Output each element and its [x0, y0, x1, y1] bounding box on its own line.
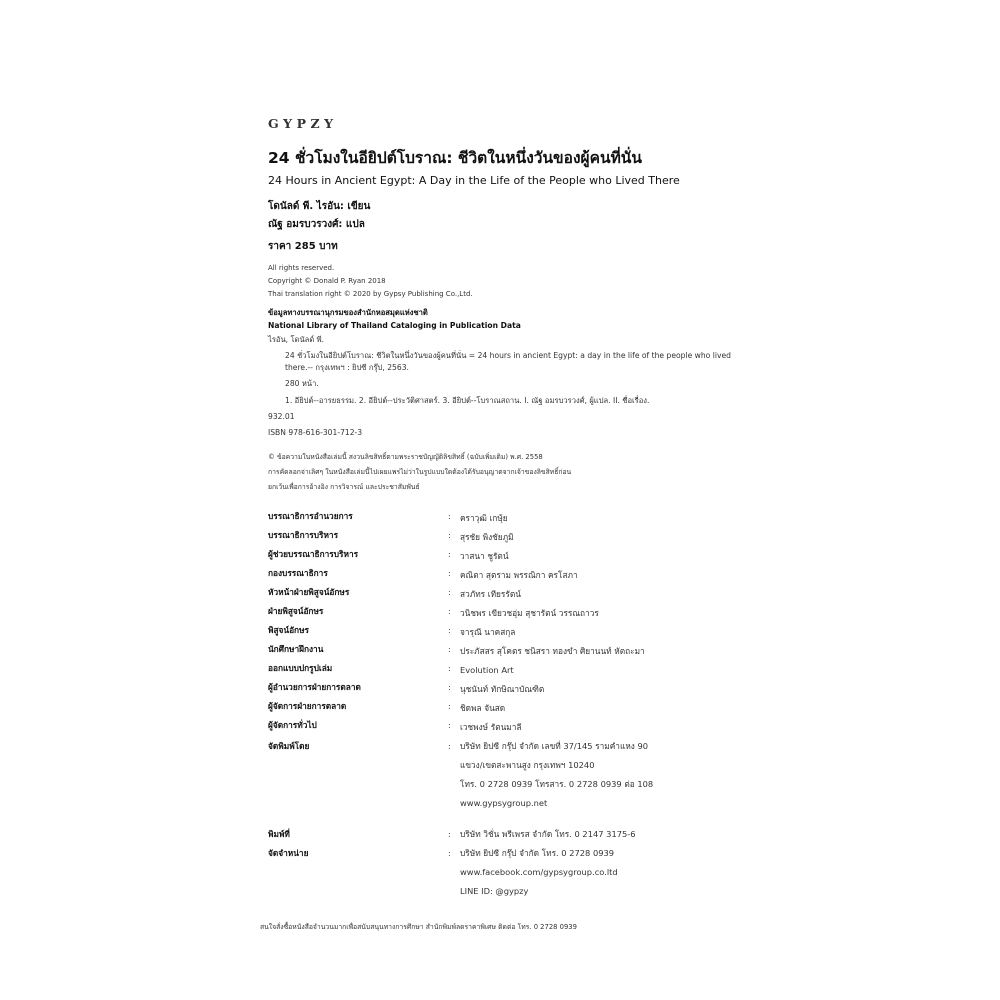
footer-note: สนใจสั่งซื้อหนังสือจำนวนมากเพื่อสนับสนุนทางการศึกษา สำนักพิมพ์ลดราคาพิเศษ ติดต่อ โทร. 0 2728 0939: [260, 922, 577, 931]
staff-name: แขวง/เขตสะพานสูง กรุงเทพฯ 10240: [460, 759, 595, 770]
staff-name: บริษัท ยิปซี กรุ๊ป จำกัด โทร. 0 2728 0939: [460, 847, 615, 858]
staff-name: บริษัท วิชั่น พรีเพรส จำกัด โทร. 0 2147 3175-6: [460, 828, 636, 839]
notice-line: ยกเว้นเพื่อการอ้างอิง การวิจารณ์ และประชาสัมพันธ์: [268, 482, 420, 491]
staff-role: จัดพิมพ์โดย: [268, 740, 310, 751]
staff-role: พิมพ์ที่: [268, 828, 290, 839]
notice-line: การคัดลอกจ่าเลิศๆ ในหนังสือเล่มนี้ไปเผยแพร่ไม่ว่าในรูปแบบใดต้องได้รับอนุญาตจากเจ้าของลิขสิทธิ์ก่อน: [268, 467, 572, 476]
staff-row: บรรณาธิการอำนวยการ : คราวุฒิ เกษุ้ย: [268, 509, 748, 528]
notice-line: © ข้อความในหนังสือเล่มนี้ สงวนลิขสิทธิ์ตามพระราชบัญญัติลิขสิทธิ์ (ฉบับเพิ่มเติม) พ.ศ. 2558: [268, 452, 543, 461]
cip-subjects: 1. อียิปต์--อารยธรรม. 2. อียิปต์--ประวัติศาสตร์. 3. อียิปต์--โบราณสถาน. I. ณัฐ อมรบวรวงศ์, ผู้แปล. II. ชื่อเรื่อง.: [285, 395, 650, 405]
staff-role: ออกแบบปกรูปเล่ม: [268, 662, 333, 673]
staff-row: ผู้จัดการทั่วไป : เวชพงษ์ รัตนมาลี: [268, 718, 748, 737]
cip-heading-english: National Library of Thailand Cataloging in Publication Data: [268, 321, 521, 330]
staff-row: นักศึกษาฝึกงาน : ประภัสสร สุโคตร ชนิสรา ทองขำ ศิยานนท์ หัตถะมา: [268, 642, 748, 661]
staff-name: www.facebook.com/gypsygroup.co.ltd: [460, 866, 618, 877]
staff-role: ผู้ช่วยบรรณาธิการบริหาร: [268, 548, 359, 559]
author-credit: โดนัลด์ พี. ไรอัน: เขียน: [268, 201, 371, 212]
publisher-logo: GYPZY: [268, 116, 338, 131]
staff-name: จารุณี นาคสกุล: [460, 626, 516, 637]
staff-role: จัดจำหน่าย: [268, 847, 309, 858]
staff-name: เวชพงษ์ รัตนมาลี: [460, 721, 522, 732]
staff-role: บรรณาธิการบริหาร: [268, 529, 339, 540]
rights-line: Thai translation right © 2020 by Gypsy Publishing Co.,Ltd.: [268, 290, 473, 298]
staff-name: LINE ID: @gypzy: [460, 885, 529, 896]
staff-name: ชิดพล จันสด: [460, 702, 506, 713]
staff-row-publisher: จัดพิมพ์โดย : บริษัท ยิปซี กรุ๊ป จำกัด เลขที่ 37/145 รามคำแหง 90 แขวง/เขตสะพานสูง กรุงเทพฯ 10240 โทร. 0 2728 0939 โทรสาร. 0 2728 0939 ต่อ 108 www.gypsygroup.net: [268, 737, 748, 813]
book-title-english: 24 Hours in Ancient Egypt: A Day in the Life of the People who Lived There: [268, 174, 680, 187]
rights-line: Copyright © Donald P. Ryan 2018: [268, 277, 386, 285]
staff-role: หัวหน้าฝ่ายพิสูจน์อักษร: [268, 586, 350, 597]
staff-row-printer: พิมพ์ที่ : บริษัท วิชั่น พรีเพรส จำกัด โทร. 0 2147 3175-6: [268, 825, 748, 844]
staff-role: ผู้อำนวยการฝ่ายการตลาด: [268, 681, 361, 692]
translator-credit: ณัฐ อมรบวรวงศ์: แปล: [268, 219, 365, 230]
staff-name: คราวุฒิ เกษุ้ย: [460, 512, 508, 523]
staff-role: นักศึกษาฝึกงาน: [268, 643, 324, 654]
staff-row: พิสูจน์อักษร : จารุณี นาคสกุล: [268, 623, 748, 642]
staff-role: พิสูจน์อักษร: [268, 624, 309, 635]
staff-role: กองบรรณาธิการ: [268, 567, 328, 578]
price-label: ราคา 285 บาท: [268, 241, 338, 252]
staff-row: กองบรรณาธิการ : คณิตา สุตราม พรรณิกา ครโสภา: [268, 566, 748, 585]
cip-pages: 280 หน้า.: [285, 379, 319, 389]
staff-name: Evolution Art: [460, 664, 514, 675]
staff-name: สุรชัย พิงชัยภูมิ: [460, 531, 514, 542]
staff-credits: [268, 509, 748, 901]
staff-name: สวภัทร เทียรรัตน์: [460, 588, 521, 599]
staff-row: ผู้ช่วยบรรณาธิการบริหาร : วาสนา ชูรัตน์: [268, 547, 748, 566]
book-title-thai: 24 ชั่วโมงในอียิปต์โบราณ: ชีวิตในหนึ่งวันของผู้คนที่นั่น: [268, 149, 642, 167]
copyright-notice: [268, 451, 748, 492]
staff-row: ผู้อำนวยการฝ่ายการตลาด : นุชนันท์ ทักษิณาบัณฑิต: [268, 680, 748, 699]
staff-row: บรรณาธิการบริหาร : สุรชัย พิงชัยภูมิ: [268, 528, 748, 547]
staff-row: ฝ่ายพิสูจน์อักษร : วนิชพร เขียวชอุ่ม สุชารัตน์ วรรณถาวร: [268, 604, 748, 623]
cip-block: [268, 307, 748, 439]
staff-row: ผู้จัดการฝ่ายการตลาด : ชิดพล จันสด: [268, 699, 748, 718]
staff-name: www.gypsygroup.net: [460, 797, 548, 808]
staff-name: บริษัท ยิปซี กรุ๊ป จำกัด เลขที่ 37/145 รามคำแหง 90: [460, 740, 649, 751]
staff-role: ผู้จัดการฝ่ายการตลาด: [268, 700, 347, 711]
staff-name: วาสนา ชูรัตน์: [460, 550, 509, 561]
staff-role: บรรณาธิการอำนวยการ: [268, 510, 353, 521]
staff-role: ผู้จัดการทั่วไป: [268, 719, 317, 730]
staff-row: หัวหน้าฝ่ายพิสูจน์อักษร : สวภัทร เทียรรัตน์: [268, 585, 748, 604]
cip-heading-thai: ข้อมูลทางบรรณานุกรมของสำนักหอสมุดแห่งชาติ: [268, 308, 428, 317]
cip-isbn: ISBN 978-616-301-712-3: [268, 427, 363, 437]
staff-role: ฝ่ายพิสูจน์อักษร: [268, 605, 324, 616]
cip-title: 24 ชั่วโมงในอียิปต์โบราณ: ชีวิตในหนึ่งวันของผู้คนที่นั่น = 24 hours in ancient Egypt: a day in the life of the people who lived there.-- กรุงเทพฯ : ยิปซี กรุ๊ป, 2563.: [285, 351, 731, 373]
staff-row-distributor: จัดจำหน่าย : บริษัท ยิปซี กรุ๊ป จำกัด โทร. 0 2728 0939 www.facebook.com/gypsygroup.co.ltd LINE ID: @gypzy: [268, 844, 748, 901]
staff-name: ประภัสสร สุโคตร ชนิสรา ทองขำ ศิยานนท์ หัตถะมา: [460, 645, 645, 656]
cip-author: ไรอัน, โดนัลด์ พี.: [268, 335, 325, 344]
rights-line: All rights reserved.: [268, 264, 335, 272]
staff-row: ออกแบบปกรูปเล่ม : Evolution Art: [268, 661, 748, 680]
staff-name: โทร. 0 2728 0939 โทรสาร. 0 2728 0939 ต่อ 108: [460, 778, 654, 789]
staff-name: วนิชพร เขียวชอุ่ม สุชารัตน์ วรรณถาวร: [460, 607, 599, 618]
cip-classification: 932.01: [268, 411, 295, 421]
copyright-page: [260, 116, 748, 932]
staff-name: นุชนันท์ ทักษิณาบัณฑิต: [460, 683, 545, 694]
rights-block: [268, 264, 748, 298]
staff-name: คณิตา สุตราม พรรณิกา ครโสภา: [460, 569, 578, 580]
